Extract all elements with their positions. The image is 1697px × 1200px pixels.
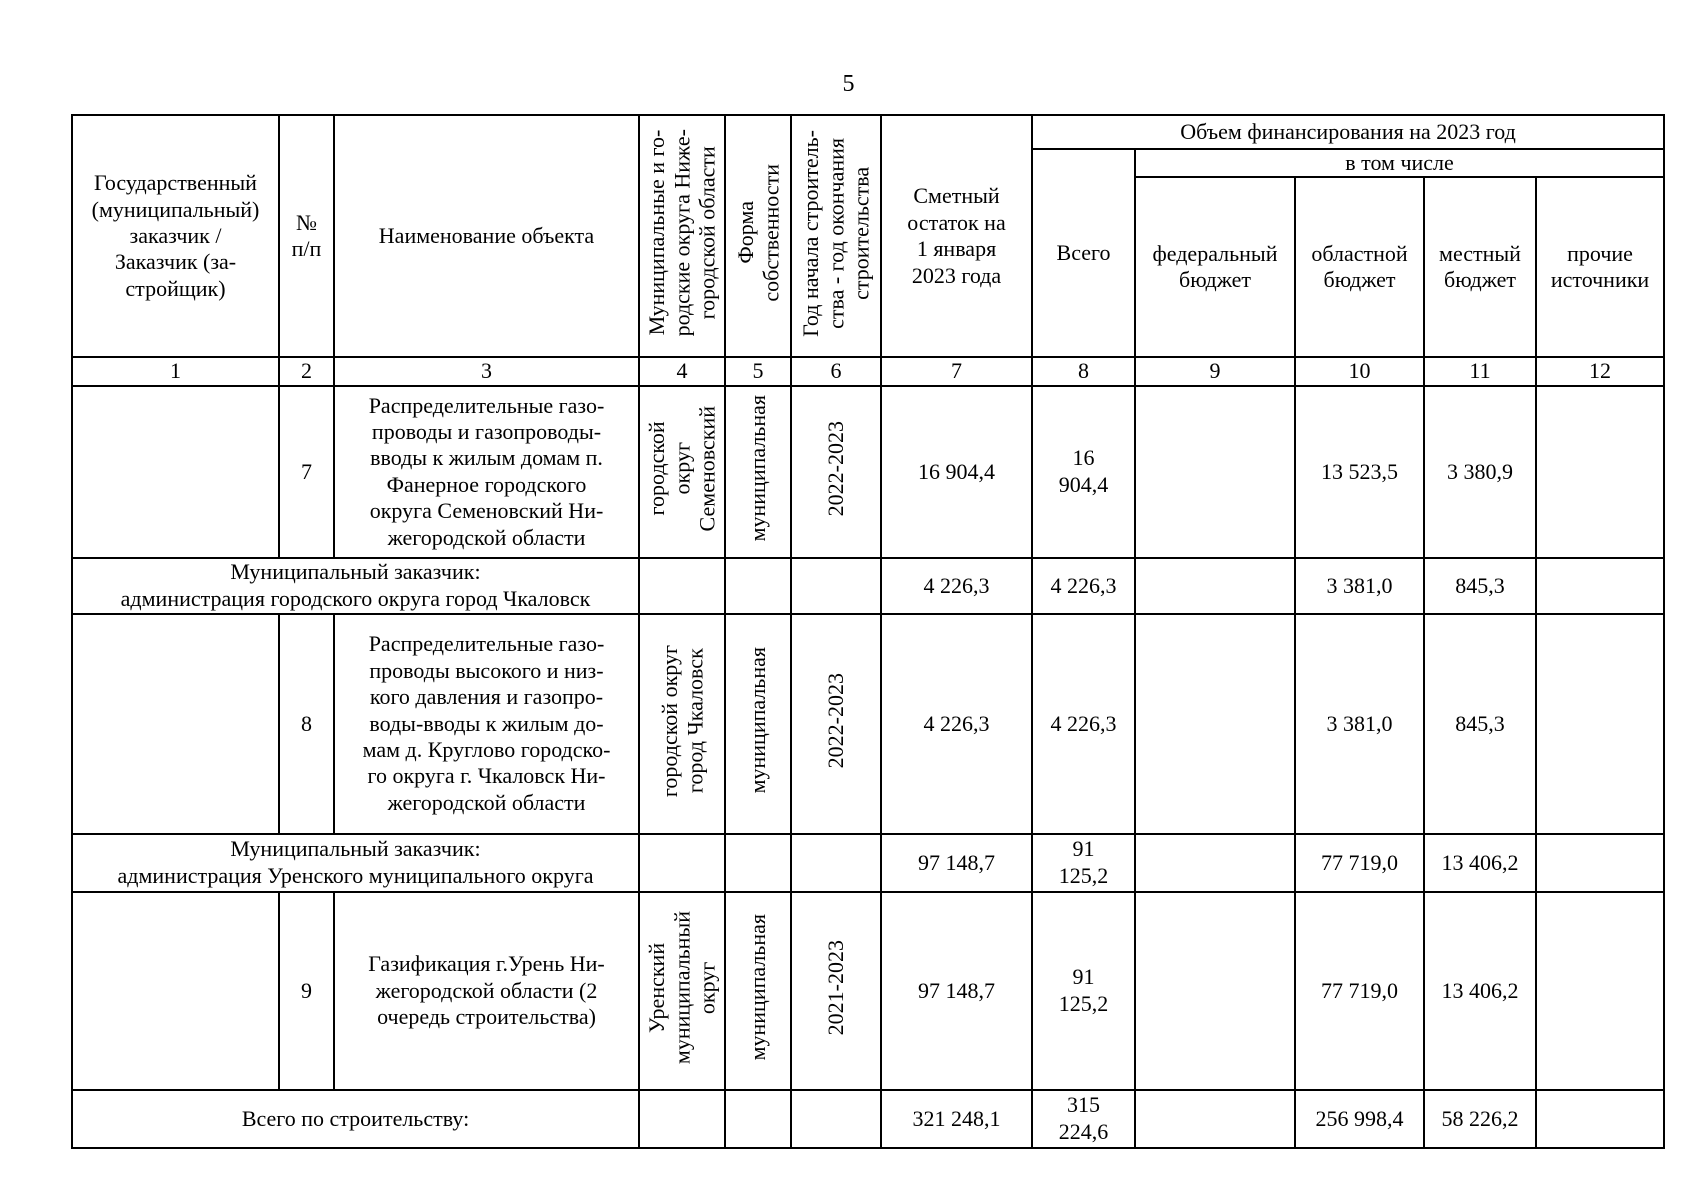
customer-cell xyxy=(72,892,279,1090)
table-row xyxy=(72,386,1664,558)
total-value: 91 125,2 xyxy=(1032,834,1135,892)
years: 2021-2023 xyxy=(791,892,881,1090)
column-number: 12 xyxy=(1536,357,1664,385)
customer-cell xyxy=(72,614,279,834)
row-number: 7 xyxy=(279,386,334,558)
total-value: 4 226,3 xyxy=(1032,558,1135,614)
regional-value: 256 998,4 xyxy=(1295,1090,1424,1148)
column-number: 11 xyxy=(1424,357,1536,385)
district: городской округ Семеновский xyxy=(639,386,725,558)
district: Уренский муниципальный округ xyxy=(639,892,725,1090)
grand-total-row xyxy=(72,1090,1664,1148)
customer-label: Муниципальный заказчик: администрация городского округа город Чкаловск xyxy=(72,558,639,614)
page-number: 5 xyxy=(842,71,855,97)
local-value: 13 406,2 xyxy=(1424,892,1536,1090)
table-row xyxy=(72,614,1664,834)
header-local: местный бюджет xyxy=(1424,177,1536,357)
header-other: прочие источники xyxy=(1536,177,1664,357)
header-regional: областной бюджет xyxy=(1295,177,1424,357)
estimate-value: 97 148,7 xyxy=(881,834,1032,892)
object-name: Газификация г.Урень Ни- жегородской области (2 очередь строительства) xyxy=(334,892,639,1090)
local-value: 58 226,2 xyxy=(1424,1090,1536,1148)
ownership: муниципальная xyxy=(725,386,791,558)
header-districts: Муниципальные и го- родские округа Ниже- городской области xyxy=(639,115,725,357)
column-number: 1 xyxy=(72,357,279,385)
column-number: 10 xyxy=(1295,357,1424,385)
total-value: 91 125,2 xyxy=(1032,892,1135,1090)
column-number: 6 xyxy=(791,357,881,385)
ownership: муниципальная xyxy=(725,614,791,834)
column-number: 5 xyxy=(725,357,791,385)
grand-total-label: Всего по строительству: xyxy=(72,1090,639,1148)
header-federal: федеральный бюджет xyxy=(1135,177,1295,357)
column-number: 2 xyxy=(279,357,334,385)
federal-value xyxy=(1135,386,1295,558)
district: городской округ город Чкаловск xyxy=(639,614,725,834)
regional-value: 77 719,0 xyxy=(1295,892,1424,1090)
total-value: 16 904,4 xyxy=(1032,386,1135,558)
header-estimate: Сметный остаток на 1 января 2023 года xyxy=(881,115,1032,357)
header-number: № п/п xyxy=(279,115,334,357)
row-number: 8 xyxy=(279,614,334,834)
customer-label: Муниципальный заказчик: администрация Уренского муниципального округа xyxy=(72,834,639,892)
regional-value: 3 381,0 xyxy=(1295,558,1424,614)
total-value: 4 226,3 xyxy=(1032,614,1135,834)
header-funding-title: Объем финансирования на 2023 год xyxy=(1032,115,1664,149)
header-ownership: Форма собственности xyxy=(725,115,791,357)
customer-row xyxy=(72,558,1664,614)
estimate-value: 16 904,4 xyxy=(881,386,1032,558)
local-value: 845,3 xyxy=(1424,614,1536,834)
local-value: 3 380,9 xyxy=(1424,386,1536,558)
customer-cell xyxy=(72,386,279,558)
regional-value: 3 381,0 xyxy=(1295,614,1424,834)
object-name: Распределительные газо- проводы и газопроводы- вводы к жилым домам п. Фанерное городского округа Семеновский Ни- жегородской области xyxy=(334,386,639,558)
column-number: 7 xyxy=(881,357,1032,385)
header-object-name: Наименование объекта xyxy=(334,115,639,357)
object-name: Распределительные газо- проводы высокого и низ- кого давления и газопро- воды-вводы к жилым до- мам д. Круглово городско- го округа г. Чкаловск Ни- жегородской области xyxy=(334,614,639,834)
header-customer: Государственный (муниципальный) заказчик / Заказчик (за- стройщик) xyxy=(72,115,279,357)
column-number: 9 xyxy=(1135,357,1295,385)
total-value: 315 224,6 xyxy=(1032,1090,1135,1148)
header-including: в том числе xyxy=(1135,149,1664,177)
header-total: Всего xyxy=(1032,149,1135,357)
row-number: 9 xyxy=(279,892,334,1090)
regional-value: 77 719,0 xyxy=(1295,834,1424,892)
local-value: 845,3 xyxy=(1424,558,1536,614)
header-years: Год начала строитель- ства - год окончания строительства xyxy=(791,115,881,357)
column-number: 4 xyxy=(639,357,725,385)
column-numbers-row xyxy=(72,357,1664,385)
table-row xyxy=(72,892,1664,1090)
estimate-value: 97 148,7 xyxy=(881,892,1032,1090)
customer-row xyxy=(72,834,1664,892)
ownership: муниципальная xyxy=(725,892,791,1090)
years: 2022-2023 xyxy=(791,614,881,834)
estimate-value: 4 226,3 xyxy=(881,614,1032,834)
column-number: 3 xyxy=(334,357,639,385)
regional-value: 13 523,5 xyxy=(1295,386,1424,558)
financing-table xyxy=(71,114,1665,1149)
other-value xyxy=(1536,386,1664,558)
local-value: 13 406,2 xyxy=(1424,834,1536,892)
estimate-value: 4 226,3 xyxy=(881,558,1032,614)
years: 2022-2023 xyxy=(791,386,881,558)
column-number: 8 xyxy=(1032,357,1135,385)
estimate-value: 321 248,1 xyxy=(881,1090,1032,1148)
